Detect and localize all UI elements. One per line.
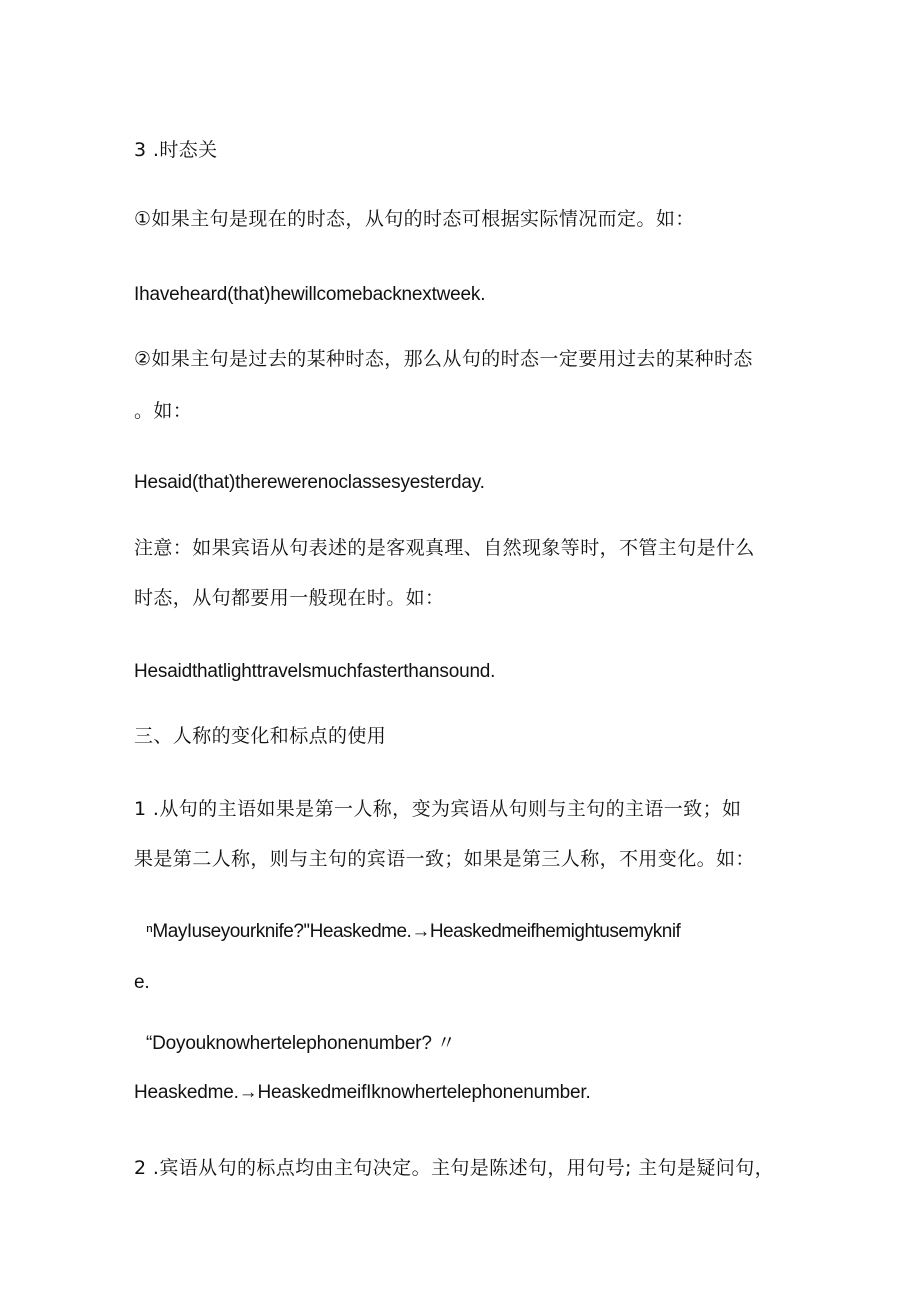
example-sentence-4-text: ⁿMayIuseyourknife?''Heaskedme.→Heaskedmeifhemightusemyknif bbox=[146, 921, 681, 942]
example-sentence-2: Hesaid(that)therewerenoclassesyesterday. bbox=[134, 472, 485, 493]
note-paragraph: 注意：如果宾语从句表述的是客观真理、自然现象等时，不管主句是什么 bbox=[134, 537, 755, 559]
rule-person-1: 1 .从句的主语如果是第一人称，变为宾语从句则与主句的主语一致；如 bbox=[134, 798, 742, 820]
example-sentence-5-cont: Heaskedme.→HeaskedmeifIknowhertelephonenumber. bbox=[134, 1082, 591, 1103]
rule-past-tense-cont: 。如： bbox=[134, 400, 193, 422]
example-sentence-3: Hesaidthatlighttravelsmuchfasterthansound. bbox=[134, 661, 496, 682]
note-paragraph-cont: 时态，从句都要用一般现在时。如： bbox=[134, 587, 445, 609]
example-sentence-4-cont: e. bbox=[134, 972, 150, 993]
rule-past-tense: ②如果主句是过去的某种时态，那么从句的时态一定要用过去的某种时态 bbox=[134, 348, 753, 370]
example-sentence-5: “Doyouknowhertelephonenumber? 〃 bbox=[146, 1033, 456, 1054]
rule-person-1-cont: 果是第二人称，则与主句的宾语一致；如果是第三人称，不用变化。如： bbox=[134, 848, 755, 870]
rule-present-tense: ①如果主句是现在的时态，从句的时态可根据实际情况而定。如： bbox=[134, 208, 695, 230]
example-sentence-4 bbox=[146, 919, 680, 945]
example-sentence-1: Ihaveheard(that)hewillcomebacknextweek. bbox=[134, 284, 486, 305]
section-heading-tense: 3 .时态关 bbox=[134, 139, 218, 161]
section-heading-person: 三、人称的变化和标点的使用 bbox=[134, 725, 387, 747]
rule-punctuation: 2 .宾语从句的标点均由主句决定。主句是陈述句，用句号; 主句是疑问句， bbox=[134, 1157, 775, 1179]
